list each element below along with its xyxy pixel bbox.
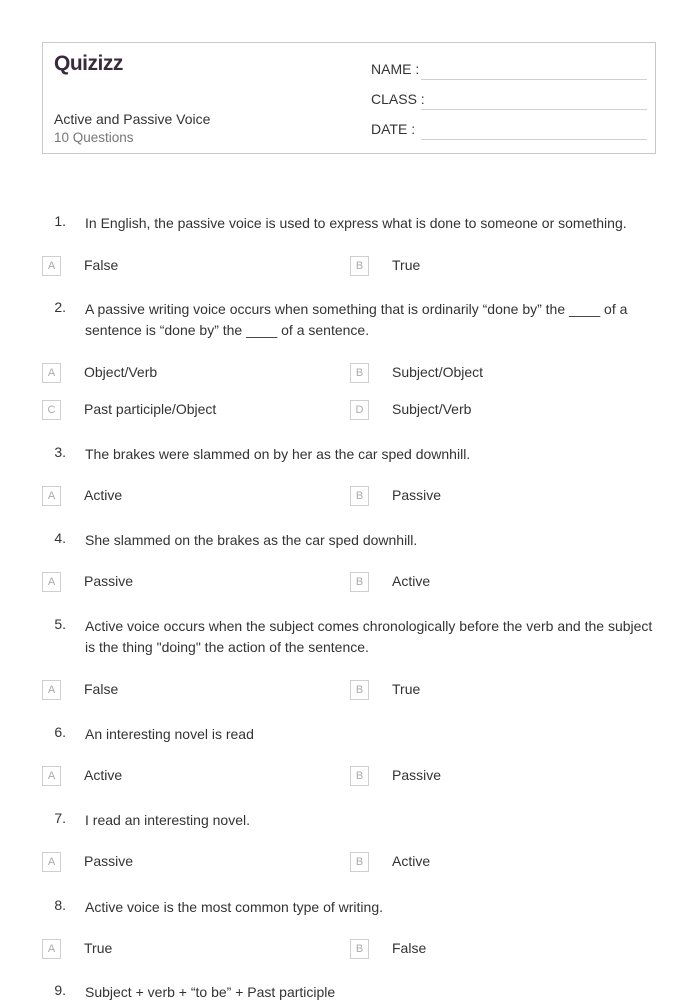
option-letter-box: B — [350, 486, 369, 506]
question-number: 2. — [54, 299, 66, 315]
option-letter-box: B — [350, 852, 369, 872]
option-text: Object/Verb — [84, 364, 158, 380]
option-letter-box: B — [350, 939, 369, 959]
option-letter-box: B — [350, 572, 369, 592]
question-text: I read an interesting novel. — [85, 812, 250, 828]
option-text: Subject/Verb — [392, 401, 472, 417]
question-text: In English, the passive voice is used to express what is done to someone or something. — [85, 215, 627, 231]
option-letter-box: C — [42, 400, 61, 420]
option-letter-box: A — [42, 766, 61, 786]
option-text: True — [84, 940, 113, 956]
name-field[interactable] — [421, 79, 647, 80]
question-number: 4. — [54, 530, 66, 546]
option-letter-box: B — [350, 363, 369, 383]
question-text: Active voice is the most common type of writing. — [85, 899, 383, 915]
option-letter-box: A — [42, 486, 61, 506]
option-text: Passive — [84, 853, 134, 869]
option-letter-box: A — [42, 572, 61, 592]
class-label: CLASS : — [371, 91, 425, 107]
option-text: Active — [84, 487, 123, 503]
option-text: Subject/Object — [392, 364, 484, 380]
option-letter-box: A — [42, 680, 61, 700]
quizizz-logo: Quizizz — [54, 52, 123, 75]
question-number: 3. — [54, 444, 66, 460]
question-text: The brakes were slammed on by her as the car sped downhill. — [85, 446, 471, 462]
question-text: Subject + verb + “to be” + Past participle — [85, 984, 336, 1000]
question-text: An interesting novel is read — [85, 726, 254, 742]
option-text: Active — [392, 853, 431, 869]
question-number: 5. — [54, 616, 66, 632]
option-text: False — [84, 257, 119, 273]
question-count: 10 Questions — [54, 130, 134, 145]
option-text: False — [392, 940, 427, 956]
question-text: Active voice occurs when the subject comes chronologically before the verb and the subject is the thing "doing" the action of the sentence. — [85, 618, 653, 655]
option-text: False — [84, 681, 119, 697]
option-text: True — [392, 681, 421, 697]
option-text: Passive — [84, 573, 134, 589]
question-number: 7. — [54, 810, 66, 826]
option-letter-box: B — [350, 680, 369, 700]
question-number: 8. — [54, 897, 66, 913]
question-number: 1. — [54, 213, 66, 229]
class-field[interactable] — [421, 109, 647, 110]
question-text: A passive writing voice occurs when something that is ordinarily “done by” the ____ of a sentence is “done by” the ____ of a sentence. — [85, 301, 628, 338]
question-text: She slammed on the brakes as the car sped downhill. — [85, 532, 418, 548]
worksheet-header — [42, 42, 656, 154]
question-number: 6. — [54, 724, 66, 740]
date-field[interactable] — [421, 139, 647, 140]
option-text: Passive — [392, 767, 442, 783]
option-text: Active — [84, 767, 123, 783]
option-letter-box: D — [350, 400, 369, 420]
option-text: Passive — [392, 487, 442, 503]
option-text: True — [392, 257, 421, 273]
option-letter-box: A — [42, 852, 61, 872]
option-letter-box: A — [42, 939, 61, 959]
option-letter-box: B — [350, 766, 369, 786]
name-label: NAME : — [371, 61, 420, 77]
worksheet-title: Active and Passive Voice — [54, 111, 211, 127]
option-letter-box: A — [42, 363, 61, 383]
option-letter-box: B — [350, 256, 369, 276]
question-number: 9. — [54, 982, 66, 998]
option-text: Active — [392, 573, 431, 589]
option-text: Past participle/Object — [84, 401, 217, 417]
date-label: DATE : — [371, 121, 416, 137]
option-letter-box: A — [42, 256, 61, 276]
